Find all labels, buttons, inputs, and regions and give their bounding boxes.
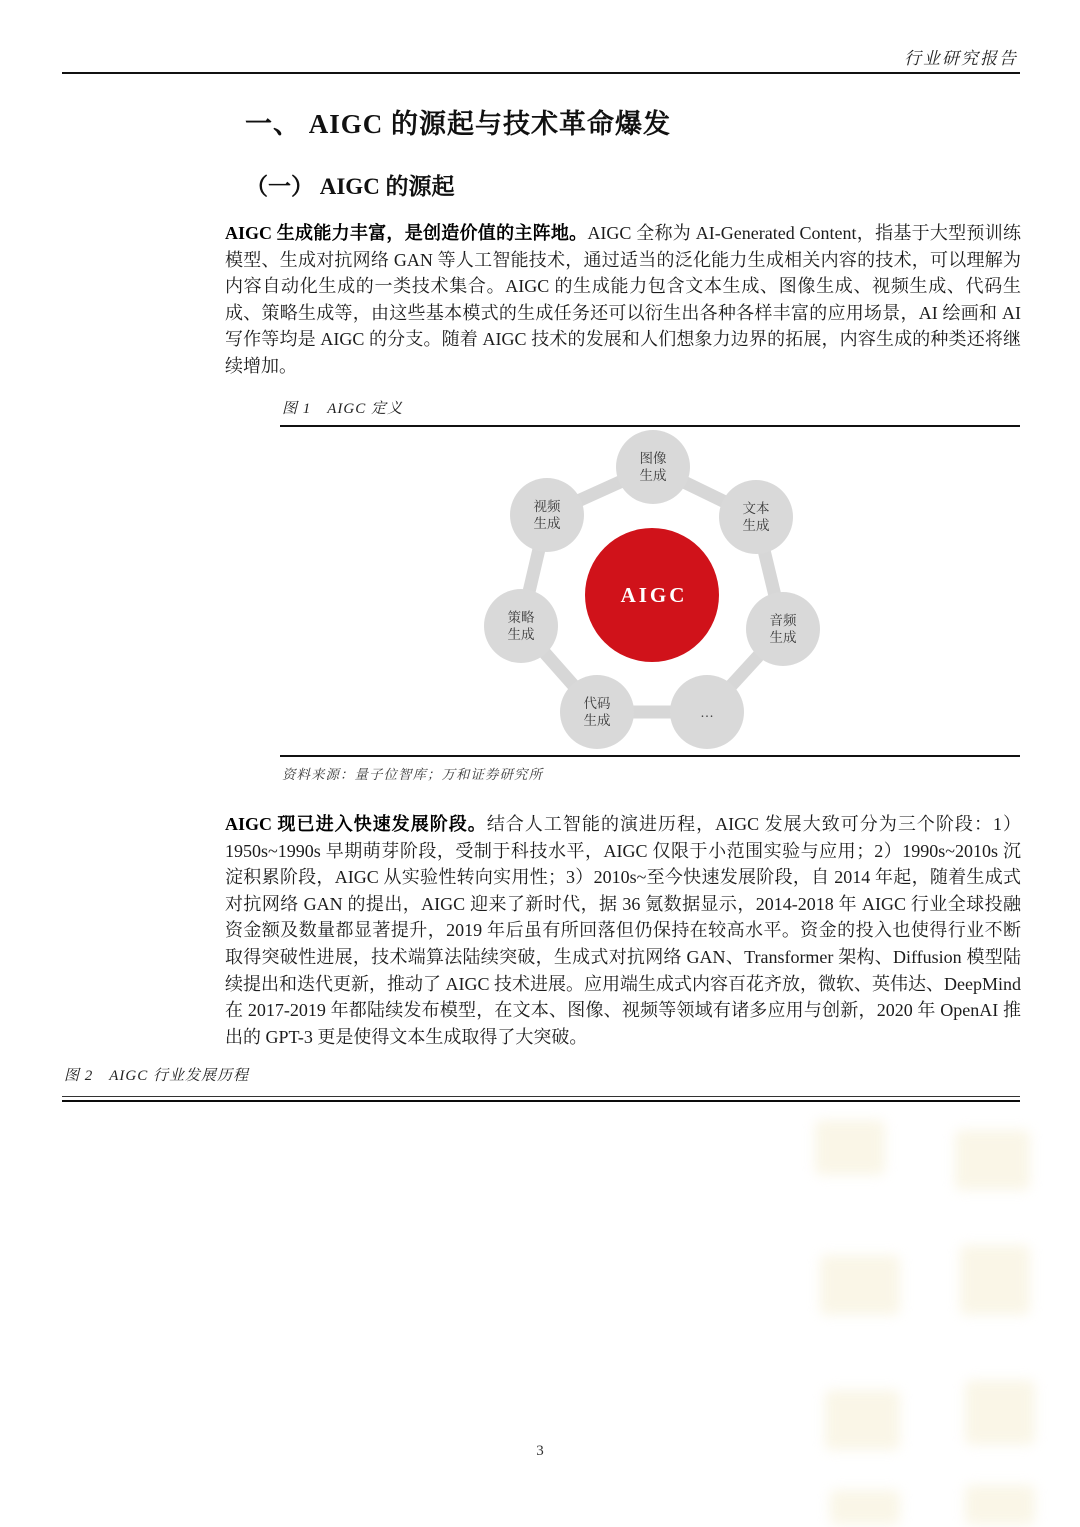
scan-artifact	[955, 1130, 1030, 1190]
svg-text:文本生成: 文本生成	[742, 501, 770, 533]
paragraph-aigc-development	[225, 811, 1021, 1050]
svg-text:策略生成: 策略生成	[507, 610, 535, 642]
svg-text:AIGC: AIGC	[620, 583, 688, 607]
scan-artifact	[965, 1380, 1035, 1445]
figure1-caption: 图 1 AIGC 定义	[282, 401, 403, 417]
scan-artifact	[825, 1390, 900, 1450]
section-title: 一、 AIGC 的源起与技术革命爆发	[245, 109, 672, 139]
page-number: 3	[536, 1443, 544, 1459]
figure2-rule	[62, 1096, 1020, 1102]
diagram-node-text-generation	[719, 480, 793, 554]
diagram-center-aigc	[585, 528, 719, 662]
figure1-block	[280, 397, 1020, 783]
paragraph1-lead: AIGC 生成能力丰富，是创造价值的主阵地。	[225, 223, 588, 243]
figure1-source: 资料来源：量子位智库；万和证券研究所	[282, 767, 543, 782]
diagram-node-image-generation	[616, 430, 690, 504]
scan-artifact	[820, 1255, 900, 1315]
paragraph2-lead: AIGC 现已进入快速发展阶段。	[225, 814, 487, 834]
figure2-block	[62, 1064, 1020, 1102]
diagram-node-audio-generation	[746, 592, 820, 666]
report-header: 行业研究报告	[904, 49, 1018, 68]
subsection-title: （一） AIGC 的源起	[245, 174, 455, 199]
scan-artifact	[815, 1120, 885, 1175]
svg-text:…: …	[700, 705, 714, 720]
scan-artifact	[830, 1490, 900, 1525]
scan-artifact	[960, 1245, 1030, 1315]
paragraph1-body: AIGC 全称为 AI-Generated Content，指基于大型预训练模型、生成对抗网络 GAN 等人工智能技术，通过适当的泛化能力生成相关内容的技术，可以理解为内容自动化生成的一类技术集合。AIGC 的生成能力包含文本生成、图像生成、视频生成、代码生成、策略生成等，由这些基本模式的生成任务还可以衍生出各种各样丰富的应用场景，AI 绘画和 AI 写作等均是 AIGC 的分支。随着 AIGC 技术的发展和人们想象力边界的拓展，内容生成的种类还将继续增加。	[225, 223, 1021, 376]
scan-artifact	[965, 1485, 1035, 1525]
svg-text:视频生成: 视频生成	[533, 499, 561, 531]
diagram-node-strategy-generation	[484, 589, 558, 663]
aigc-definition-diagram	[280, 427, 1020, 755]
figure1-area	[280, 425, 1020, 757]
header-rule	[62, 72, 1020, 74]
svg-text:代码生成: 代码生成	[583, 696, 611, 728]
diagram-node-video-generation	[510, 478, 584, 552]
figure2-caption: 图 2 AIGC 行业发展历程	[64, 1068, 249, 1084]
diagram-node-more	[670, 675, 744, 749]
diagram-node-code-generation	[560, 675, 634, 749]
svg-text:音频生成: 音频生成	[769, 613, 797, 645]
paragraph-aigc-definition	[225, 220, 1021, 380]
svg-text:图像生成: 图像生成	[639, 451, 667, 483]
paragraph2-body: 结合人工智能的演进历程，AIGC 发展大致可分为三个阶段：1）1950s~1990s 早期萌芽阶段，受制于科技水平，AIGC 仅限于小范围实验与应用；2）1990s~2010s 沉淀积累阶段，AIGC 从实验性转向实用性；3）2010s~至今快速发展阶段，自 2014 年起，随着生成式对抗网络 GAN 的提出，AIGC 迎来了新时代，据 36 氪数据显示，2014-2018 年 AIGC 行业全球投融资金额及数量都显著提升，2019 年后虽有所回落但仍保持在较高水平。资金的投入也使得行业不断取得突破性进展，技术端算法陆续突破，生成式对抗网络 GAN、Transformer 架构、Diffusion 模型陆续提出和迭代更新，推动了 AIGC 技术进展。应用端生成式内容百花齐放，微软、英伟达、DeepMind 在 2017-2019 年都陆续发布模型，在文本、图像、视频等领域有诸多应用与创新，2020 年 OpenAI 推出的 GPT-3 更是使得文本生成取得了大突破。	[225, 814, 1021, 1047]
